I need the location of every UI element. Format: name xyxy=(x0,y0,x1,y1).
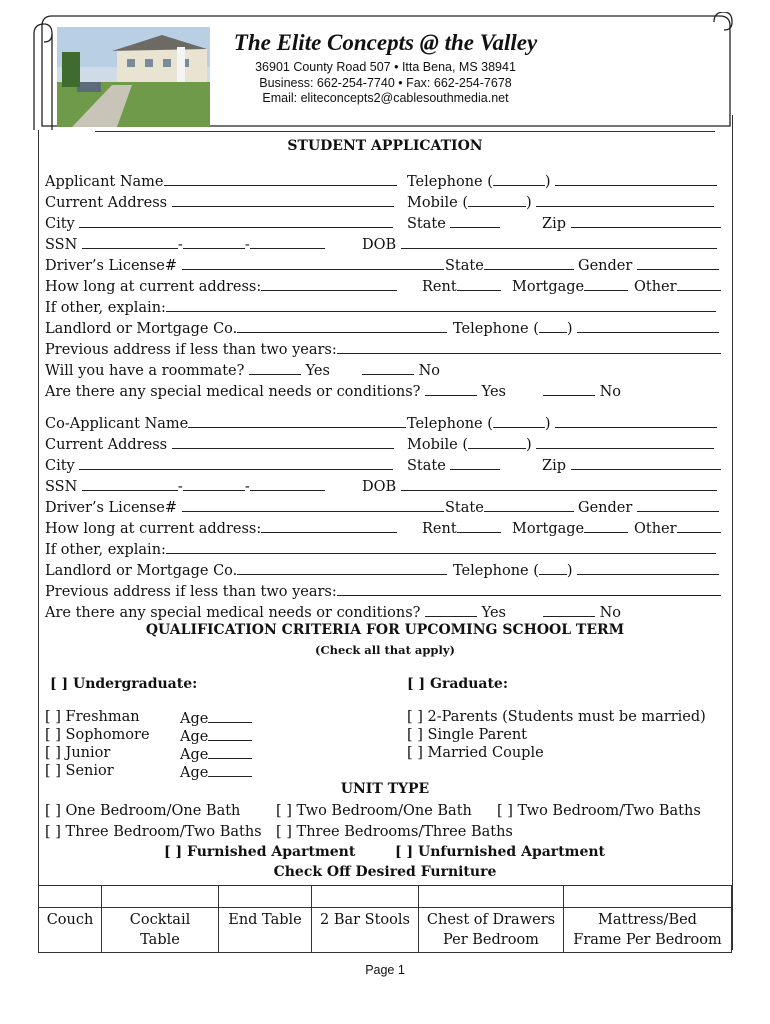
sophomore-checkbox[interactable]: [ ] Sophomore xyxy=(45,727,150,743)
applicant-other-field[interactable] xyxy=(677,276,721,291)
co-applicant-medical-yes-label: Yes xyxy=(481,605,506,621)
page-number: Page 1 xyxy=(365,963,405,977)
co-applicant-other-field[interactable] xyxy=(677,518,721,533)
freshman-checkbox[interactable]: [ ] Freshman xyxy=(45,709,140,725)
co-applicant-zip-label: Zip xyxy=(542,458,566,474)
applicant-dl-field[interactable] xyxy=(182,255,444,270)
co-applicant-mortgage-field[interactable] xyxy=(584,518,628,533)
applicant-if-other-field[interactable] xyxy=(166,297,716,312)
end-table-check-cell[interactable] xyxy=(219,886,312,908)
co-applicant-landlord-tel-label: Telephone ( xyxy=(453,563,539,579)
applicant-mobile-field[interactable] xyxy=(536,192,714,207)
co-applicant-ssn-field-2[interactable] xyxy=(183,476,245,491)
co-applicant-dob-label: DOB xyxy=(362,479,397,495)
unfurnished-checkbox[interactable]: [ ] Unfurnished Apartment xyxy=(395,844,606,860)
co-applicant-dl-field[interactable] xyxy=(182,497,444,512)
junior-checkbox[interactable]: [ ] Junior xyxy=(45,745,111,761)
applicant-state-field[interactable] xyxy=(450,213,500,228)
co-applicant-dob-field[interactable] xyxy=(401,476,717,491)
co-applicant-address-field[interactable] xyxy=(172,434,394,449)
applicant-ssn-label: SSN xyxy=(45,237,78,253)
applicant-dl-state-label: State xyxy=(445,258,484,274)
applicant-how-long-label: How long at current address: xyxy=(45,279,262,295)
co-applicant-mobile-area-field[interactable] xyxy=(468,434,526,449)
applicant-mobile-label: Mobile ( xyxy=(407,195,468,211)
co-applicant-dl-state-label: State xyxy=(445,500,484,516)
sophomore-age-field[interactable] xyxy=(208,726,252,741)
applicant-rent-label: Rent xyxy=(422,279,457,295)
company-email: Email: eliteconcepts2@cablesouthmedia.net xyxy=(262,91,509,105)
applicant-mobile-area-field[interactable] xyxy=(468,192,526,207)
roommate-label: Will you have a roommate? xyxy=(45,363,245,379)
co-applicant-how-long-field[interactable] xyxy=(261,518,397,533)
applicant-dl-state-field[interactable] xyxy=(484,255,574,270)
applicant-address-label: Current Address xyxy=(45,195,168,211)
co-applicant-telephone-field[interactable] xyxy=(555,413,717,428)
applicant-ssn-field-1[interactable] xyxy=(82,234,178,249)
co-applicant-name-label: Co-Applicant Name xyxy=(45,416,189,432)
applicant-rent-field[interactable] xyxy=(457,276,501,291)
co-applicant-zip-field[interactable] xyxy=(571,455,721,470)
applicant-name-field[interactable] xyxy=(164,171,397,186)
applicant-medical-no-field[interactable] xyxy=(543,381,595,396)
furniture-label-chest-of-drawers: Chest of Drawers Per Bedroom xyxy=(419,908,564,953)
freshman-age-field[interactable] xyxy=(208,708,252,723)
applicant-zip-field[interactable] xyxy=(571,213,721,228)
applicant-city-label: City xyxy=(45,216,75,232)
junior-age-label: Age xyxy=(180,747,209,763)
applicant-medical-yes-field[interactable] xyxy=(425,381,477,396)
chest-of-drawers-check-cell[interactable] xyxy=(419,886,564,908)
applicant-previous-address-label: Previous address if less than two years: xyxy=(45,342,337,358)
qualification-subtitle: (Check all that apply) xyxy=(315,643,455,657)
applicant-telephone-label: Telephone ( xyxy=(407,174,493,190)
co-applicant-how-long-label: How long at current address: xyxy=(45,521,262,537)
co-applicant-landlord-tel-field[interactable] xyxy=(577,560,719,575)
applicant-medical-label: Are there any special medical needs or conditions? xyxy=(45,384,421,400)
applicant-telephone-field[interactable] xyxy=(555,171,717,186)
header-divider xyxy=(95,131,715,132)
applicant-ssn-field-3[interactable] xyxy=(250,234,325,249)
three-bed-two-bath-checkbox[interactable]: [ ] Three Bedroom/Two Baths xyxy=(45,824,262,840)
furniture-label-couch: Couch xyxy=(39,908,102,953)
co-applicant-telephone-area-field[interactable] xyxy=(493,413,545,428)
applicant-if-other-label: If other, explain: xyxy=(45,300,166,316)
applicant-landlord-tel-field[interactable] xyxy=(577,318,719,333)
applicant-landlord-label: Landlord or Mortgage Co. xyxy=(45,321,238,337)
co-applicant-other-label: Other xyxy=(634,521,677,537)
applicant-how-long-field[interactable] xyxy=(261,276,397,291)
co-applicant-previous-address-label: Previous address if less than two years: xyxy=(45,584,337,600)
applicant-zip-label: Zip xyxy=(542,216,566,232)
one-bed-one-bath-checkbox[interactable]: [ ] One Bedroom/One Bath xyxy=(45,803,241,819)
applicant-address-field[interactable] xyxy=(172,192,394,207)
co-applicant-medical-no-field[interactable] xyxy=(543,602,595,617)
co-applicant-state-field[interactable] xyxy=(450,455,500,470)
co-applicant-landlord-field[interactable] xyxy=(237,560,447,575)
applicant-dl-label: Driver’s License# xyxy=(45,258,178,274)
co-applicant-medical-no-label: No xyxy=(599,605,622,621)
furniture-title: Check Off Desired Furniture xyxy=(273,864,497,880)
applicant-state-label: State xyxy=(407,216,446,232)
graduate-checkbox[interactable]: [ ] Graduate: xyxy=(407,676,508,692)
company-address: 36901 County Road 507 • Itta Bena, MS 38941 xyxy=(255,60,516,74)
applicant-name-label: Applicant Name xyxy=(45,174,164,190)
co-applicant-telephone-label: Telephone ( xyxy=(407,416,493,432)
applicant-landlord-tel-area-field[interactable] xyxy=(539,318,567,333)
cocktail-table-check-cell[interactable] xyxy=(102,886,219,908)
co-applicant-gender-label: Gender xyxy=(578,500,633,516)
two-bed-two-bath-checkbox[interactable]: [ ] Two Bedroom/Two Baths xyxy=(497,803,701,819)
roommate-no-field[interactable] xyxy=(362,360,414,375)
single-parent-checkbox[interactable]: [ ] Single Parent xyxy=(407,727,527,743)
co-applicant-if-other-field[interactable] xyxy=(166,539,716,554)
roommate-yes-label: Yes xyxy=(305,363,330,379)
page-frame-left xyxy=(38,130,39,950)
co-applicant-mobile-field[interactable] xyxy=(536,434,714,449)
three-bed-three-bath-checkbox[interactable]: [ ] Three Bedrooms/Three Baths xyxy=(276,824,513,840)
applicant-medical-no-label: No xyxy=(599,384,622,400)
sophomore-age-label: Age xyxy=(180,729,209,745)
co-applicant-ssn-field-1[interactable] xyxy=(82,476,178,491)
qualification-title: QUALIFICATION CRITERIA FOR UPCOMING SCHOOL TERM xyxy=(145,622,625,638)
mattress-check-cell[interactable] xyxy=(564,886,732,908)
applicant-gender-field[interactable] xyxy=(637,255,719,270)
bar-stools-check-cell[interactable] xyxy=(312,886,419,908)
co-applicant-dl-label: Driver’s License# xyxy=(45,500,178,516)
co-applicant-landlord-label: Landlord or Mortgage Co. xyxy=(45,563,238,579)
co-applicant-address-label: Current Address xyxy=(45,437,168,453)
applicant-previous-address-field[interactable] xyxy=(337,339,721,354)
two-parents-checkbox[interactable]: [ ] 2-Parents (Students must be married) xyxy=(407,709,706,725)
co-applicant-ssn-label: SSN xyxy=(45,479,78,495)
couch-check-cell[interactable] xyxy=(39,886,102,908)
co-applicant-rent-field[interactable] xyxy=(457,518,501,533)
roommate-no-label: No xyxy=(418,363,441,379)
furniture-table xyxy=(38,885,732,953)
applicant-landlord-field[interactable] xyxy=(237,318,447,333)
company-name: The Elite Concepts @ the Valley xyxy=(233,30,538,55)
co-applicant-medical-label: Are there any special medical needs or conditions? xyxy=(45,605,421,621)
furniture-label-bar-stools: 2 Bar Stools xyxy=(312,908,419,953)
form-title: STUDENT APPLICATION xyxy=(287,138,483,154)
building-photo xyxy=(57,27,210,127)
furnished-checkbox[interactable]: [ ] Furnished Apartment xyxy=(164,844,356,860)
roommate-yes-field[interactable] xyxy=(249,360,301,375)
applicant-gender-label: Gender xyxy=(578,258,633,274)
co-applicant-if-other-label: If other, explain: xyxy=(45,542,166,558)
applicant-dob-field[interactable] xyxy=(401,234,717,249)
two-bed-one-bath-checkbox[interactable]: [ ] Two Bedroom/One Bath xyxy=(276,803,472,819)
applicant-dob-label: DOB xyxy=(362,237,397,253)
co-applicant-gender-field[interactable] xyxy=(637,497,719,512)
co-applicant-city-field[interactable] xyxy=(79,455,393,470)
married-couple-checkbox[interactable]: [ ] Married Couple xyxy=(407,745,544,761)
applicant-ssn-field-2[interactable] xyxy=(183,234,245,249)
applicant-landlord-tel-label: Telephone ( xyxy=(453,321,539,337)
co-applicant-mobile-label: Mobile ( xyxy=(407,437,468,453)
freshman-age-label: Age xyxy=(180,711,209,727)
co-applicant-previous-address-field[interactable] xyxy=(337,581,721,596)
co-applicant-dl-state-field[interactable] xyxy=(484,497,574,512)
applicant-mortgage-field[interactable] xyxy=(584,276,628,291)
undergraduate-checkbox[interactable]: [ ] Undergraduate: xyxy=(50,676,198,692)
co-applicant-name-field[interactable] xyxy=(188,413,406,428)
applicant-medical-yes-label: Yes xyxy=(481,384,506,400)
applicant-telephone-area-field[interactable] xyxy=(493,171,545,186)
senior-checkbox[interactable]: [ ] Senior xyxy=(45,763,114,779)
senior-age-field[interactable] xyxy=(208,762,252,777)
co-applicant-medical-yes-field[interactable] xyxy=(425,602,477,617)
company-phones: Business: 662-254-7740 • Fax: 662-254-7678 xyxy=(259,76,512,90)
furniture-label-end-table: End Table xyxy=(219,908,312,953)
co-applicant-city-label: City xyxy=(45,458,75,474)
co-applicant-landlord-tel-area-field[interactable] xyxy=(539,560,567,575)
unit-type-title: UNIT TYPE xyxy=(340,781,430,797)
applicant-city-field[interactable] xyxy=(79,213,393,228)
co-applicant-rent-label: Rent xyxy=(422,521,457,537)
co-applicant-ssn-field-3[interactable] xyxy=(250,476,325,491)
furniture-label-mattress: Mattress/Bed Frame Per Bedroom xyxy=(564,908,732,953)
senior-age-label: Age xyxy=(180,765,209,781)
applicant-other-label: Other xyxy=(634,279,677,295)
co-applicant-state-label: State xyxy=(407,458,446,474)
page-frame-right xyxy=(732,115,733,950)
furniture-label-cocktail-table: Cocktail Table xyxy=(102,908,219,953)
co-applicant-mortgage-label: Mortgage xyxy=(512,521,585,537)
junior-age-field[interactable] xyxy=(208,744,252,759)
applicant-mortgage-label: Mortgage xyxy=(512,279,585,295)
